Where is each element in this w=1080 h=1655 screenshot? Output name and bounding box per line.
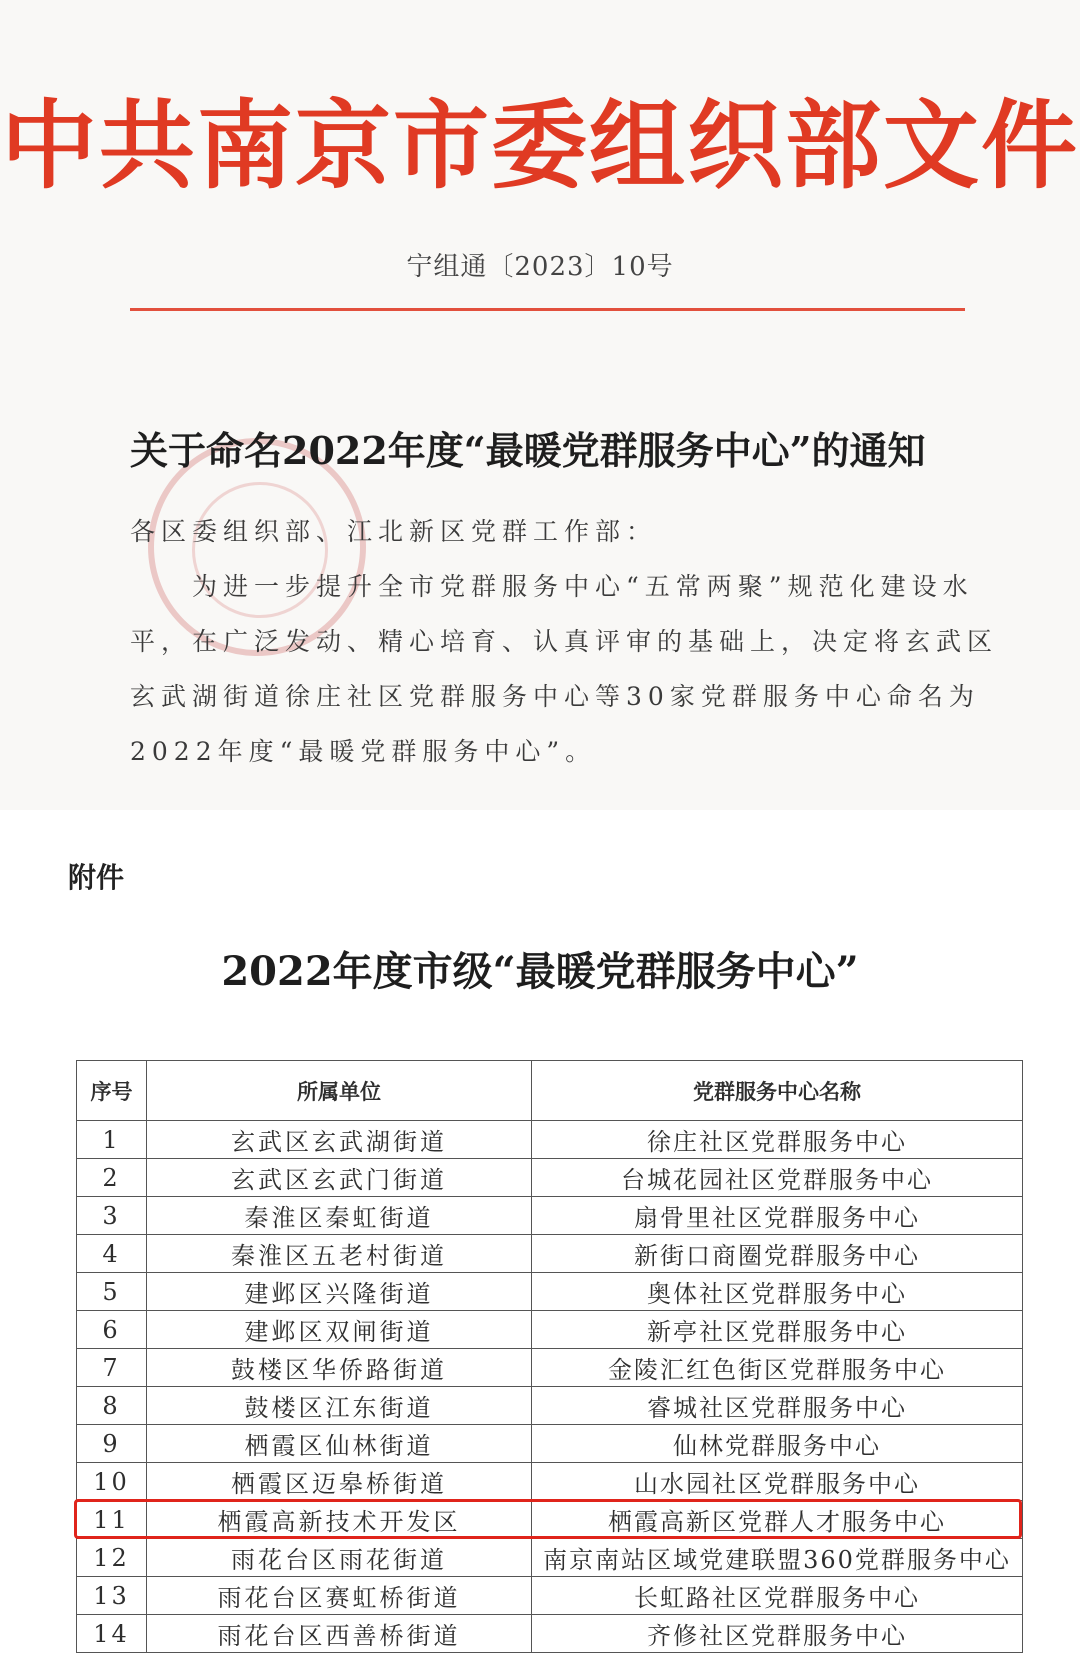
row-center-name: 新街口商圈党群服务中心	[532, 1235, 1023, 1273]
row-unit: 玄武区玄武湖街道	[147, 1121, 532, 1159]
row-unit: 栖霞区仙林街道	[147, 1425, 532, 1463]
table-row	[77, 1311, 1023, 1349]
row-unit: 鼓楼区江东街道	[147, 1387, 532, 1425]
row-center-name: 新亭社区党群服务中心	[532, 1311, 1023, 1349]
row-number: 5	[77, 1273, 147, 1311]
row-unit: 秦淮区秦虹街道	[147, 1197, 532, 1235]
document-number: 宁组通〔2023〕10号	[406, 252, 674, 282]
column-header-center-name: 党群服务中心名称	[532, 1061, 1023, 1121]
row-unit: 雨花台区西善桥街道	[147, 1615, 532, 1653]
table-row	[77, 1159, 1023, 1197]
row-number: 7	[77, 1349, 147, 1387]
table-header-row	[77, 1061, 1023, 1121]
row-center-name: 齐修社区党群服务中心	[532, 1615, 1023, 1653]
row-unit: 建邺区双闸街道	[147, 1311, 532, 1349]
column-header-unit: 所属单位	[147, 1061, 532, 1121]
attachment-label: 附件	[68, 861, 125, 894]
row-unit: 栖霞区迈皋桥街道	[147, 1463, 532, 1501]
row-number: 9	[77, 1425, 147, 1463]
row-number: 14	[77, 1615, 147, 1653]
attachment-document	[0, 810, 1080, 1655]
row-center-name: 金陵汇红色街区党群服务中心	[532, 1349, 1023, 1387]
row-center-name: 扇骨里社区党群服务中心	[532, 1197, 1023, 1235]
row-number: 13	[77, 1577, 147, 1615]
notice-recipients: 各区委组织部、江北新区党群工作部：	[130, 517, 658, 546]
row-number: 12	[77, 1539, 147, 1577]
row-unit: 栖霞高新技术开发区	[147, 1501, 532, 1539]
row-center-name: 台城花园社区党群服务中心	[532, 1159, 1023, 1197]
table-row	[77, 1463, 1023, 1501]
row-center-name: 栖霞高新区党群人才服务中心	[532, 1501, 1023, 1539]
row-unit: 玄武区玄武门街道	[147, 1159, 532, 1197]
row-number: 1	[77, 1121, 147, 1159]
table-row	[77, 1539, 1023, 1577]
notice-paragraph-line: 为进一步提升全市党群服务中心“五常两聚”规范化建设水	[130, 572, 974, 601]
notice-document	[0, 0, 1080, 810]
row-unit: 雨花台区雨花街道	[147, 1539, 532, 1577]
row-number: 4	[77, 1235, 147, 1273]
row-center-name: 徐庄社区党群服务中心	[532, 1121, 1023, 1159]
table-row	[77, 1387, 1023, 1425]
table-row	[77, 1273, 1023, 1311]
row-center-name: 南京南站区域党建联盟360党群服务中心	[532, 1539, 1023, 1577]
table-row	[77, 1121, 1023, 1159]
row-unit: 雨花台区赛虹桥街道	[147, 1577, 532, 1615]
table-row	[77, 1197, 1023, 1235]
table-row	[77, 1577, 1023, 1615]
column-header-number: 序号	[77, 1061, 147, 1121]
table-row	[77, 1425, 1023, 1463]
table-row	[77, 1501, 1023, 1539]
notice-title: 关于命名2022年度“最暖党群服务中心”的通知	[130, 428, 926, 473]
row-number: 11	[77, 1501, 147, 1539]
notice-paragraph-line: 玄武湖街道徐庄社区党群服务中心等30家党群服务中心命名为	[130, 682, 980, 711]
table-row	[77, 1615, 1023, 1653]
row-number: 10	[77, 1463, 147, 1501]
row-unit: 秦淮区五老村街道	[147, 1235, 532, 1273]
notice-paragraph-line: 2022年度“最暖党群服务中心”。	[130, 737, 597, 766]
header-divider	[130, 308, 965, 311]
awards-table	[76, 1060, 1023, 1653]
row-center-name: 奥体社区党群服务中心	[532, 1273, 1023, 1311]
document-header-title: 中共南京市委组织部文件	[1, 90, 1079, 202]
row-center-name: 长虹路社区党群服务中心	[532, 1577, 1023, 1615]
row-unit: 建邺区兴隆街道	[147, 1273, 532, 1311]
row-number: 3	[77, 1197, 147, 1235]
table-row	[77, 1235, 1023, 1273]
row-center-name: 山水园社区党群服务中心	[532, 1463, 1023, 1501]
row-center-name: 仙林党群服务中心	[532, 1425, 1023, 1463]
row-number: 2	[77, 1159, 147, 1197]
row-center-name: 睿城社区党群服务中心	[532, 1387, 1023, 1425]
row-number: 6	[77, 1311, 147, 1349]
attachment-title: 2022年度市级“最暖党群服务中心”	[221, 948, 859, 995]
row-unit: 鼓楼区华侨路街道	[147, 1349, 532, 1387]
row-number: 8	[77, 1387, 147, 1425]
table-row	[77, 1349, 1023, 1387]
notice-paragraph-line: 平，在广泛发动、精心培育、认真评审的基础上，决定将玄武区	[130, 627, 999, 656]
